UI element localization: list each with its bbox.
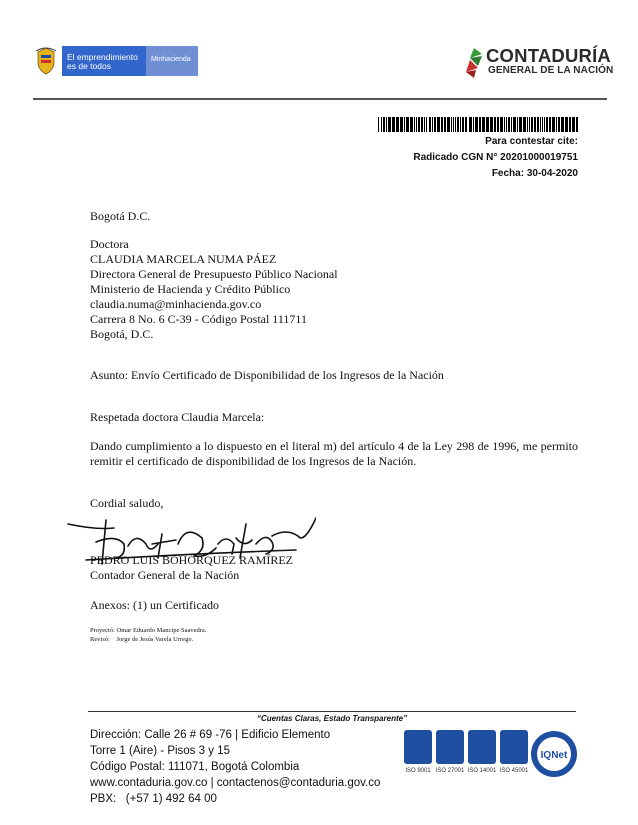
cgn-logo-title: CONTADURÍA — [486, 45, 611, 66]
recipient-title: Doctora — [90, 237, 129, 251]
recipient-address: Carrera 8 No. 6 C-39 - Código Postal 111711 — [90, 312, 307, 326]
colombia-coat-of-arms-icon — [33, 46, 59, 76]
footer-phone-line: PBX: (+57 1) 492 64 00 — [90, 793, 217, 805]
footer-divider — [88, 711, 576, 712]
cert-label: ISO 45001 — [499, 768, 529, 774]
iso-27001-seal-icon — [436, 730, 464, 764]
barcode-icon — [378, 117, 579, 132]
footer-address-line3: Código Postal: 111071, Bogotá Colombia — [90, 761, 300, 773]
recipient-email: claudia.numa@minhacienda.gov.co — [90, 297, 262, 311]
cgn-logo-subtitle: GENERAL DE LA NACIÓN — [488, 65, 614, 76]
iso-9001-seal-icon — [404, 730, 432, 764]
gov-logo-ministry: Minhacienda — [146, 46, 198, 76]
letter-city: Bogotá D.C. — [90, 209, 151, 223]
letter-greeting: Respetada doctora Claudia Marcela: — [90, 410, 265, 424]
gov-logo-line2: es de todos — [67, 61, 111, 71]
header-divider — [33, 98, 607, 100]
footer-address-line1: Dirección: Calle 26 # 69 -76 | Edificio Elemento — [90, 729, 331, 741]
cert-label: ISO 27001 — [435, 768, 465, 774]
footer-motto: “Cuentas Claras, Estado Transparente” — [256, 714, 408, 723]
recipient-name: CLAUDIA MARCELA NUMA PÁEZ — [90, 252, 277, 266]
gov-logo-banner — [62, 46, 146, 76]
recipient-position: Directora General de Presupuesto Público Nacional — [90, 267, 338, 281]
iso-45001-seal-icon — [500, 730, 528, 764]
recipient-block — [90, 237, 338, 342]
cert-label: ISO 14001 — [467, 768, 497, 774]
letter-closing: Cordial saludo, — [90, 496, 164, 510]
recipient-city: Bogotá, D.C. — [90, 327, 154, 341]
recipient-entity: Ministerio de Hacienda y Crédito Público — [90, 282, 291, 296]
radicado-date: Fecha: 30-04-2020 — [491, 168, 578, 179]
iqnet-seal-icon — [530, 730, 578, 778]
cite-label: Para contestar cite: — [485, 136, 578, 147]
signer-name: PEDRO LUIS BOHÓRQUEZ RAMÍREZ — [90, 553, 294, 567]
prepared-by-note: Proyectó: Omar Eduardo Mancipe Saavedra. — [90, 627, 207, 634]
iqnet-label: IQNet — [540, 750, 568, 761]
reviewed-by-note: Revisó: Jorge de Jesús Varela Urrego. — [90, 636, 194, 643]
cert-label: ISO 9001 — [405, 768, 431, 774]
footer-address-line2: Torre 1 (Aire) - Pisos 3 y 15 — [90, 745, 230, 757]
letter-body: Dando cumplimiento a lo dispuesto en el literal m) del artículo 4 de la Ley 298 de 1996, me permito remitir el certificado de disponibilidad de los Ingresos de la Nación. — [90, 439, 578, 468]
attachments-note: Anexos: (1) un Certificado — [90, 598, 219, 612]
iso-14001-seal-icon — [468, 730, 496, 764]
letter-subject: Asunto: Envío Certificado de Disponibilidad de los Ingresos de la Nación — [90, 368, 444, 382]
cgn-logo-mark-icon — [460, 44, 486, 80]
footer-web-line: www.contaduria.gov.co | contactenos@contaduria.gov.co — [90, 777, 381, 789]
gov-logo-line1: El emprendimiento — [67, 52, 138, 62]
radicado-number: Radicado CGN N° 20201000019751 — [413, 152, 578, 163]
signer-title: Contador General de la Nación — [90, 568, 240, 582]
